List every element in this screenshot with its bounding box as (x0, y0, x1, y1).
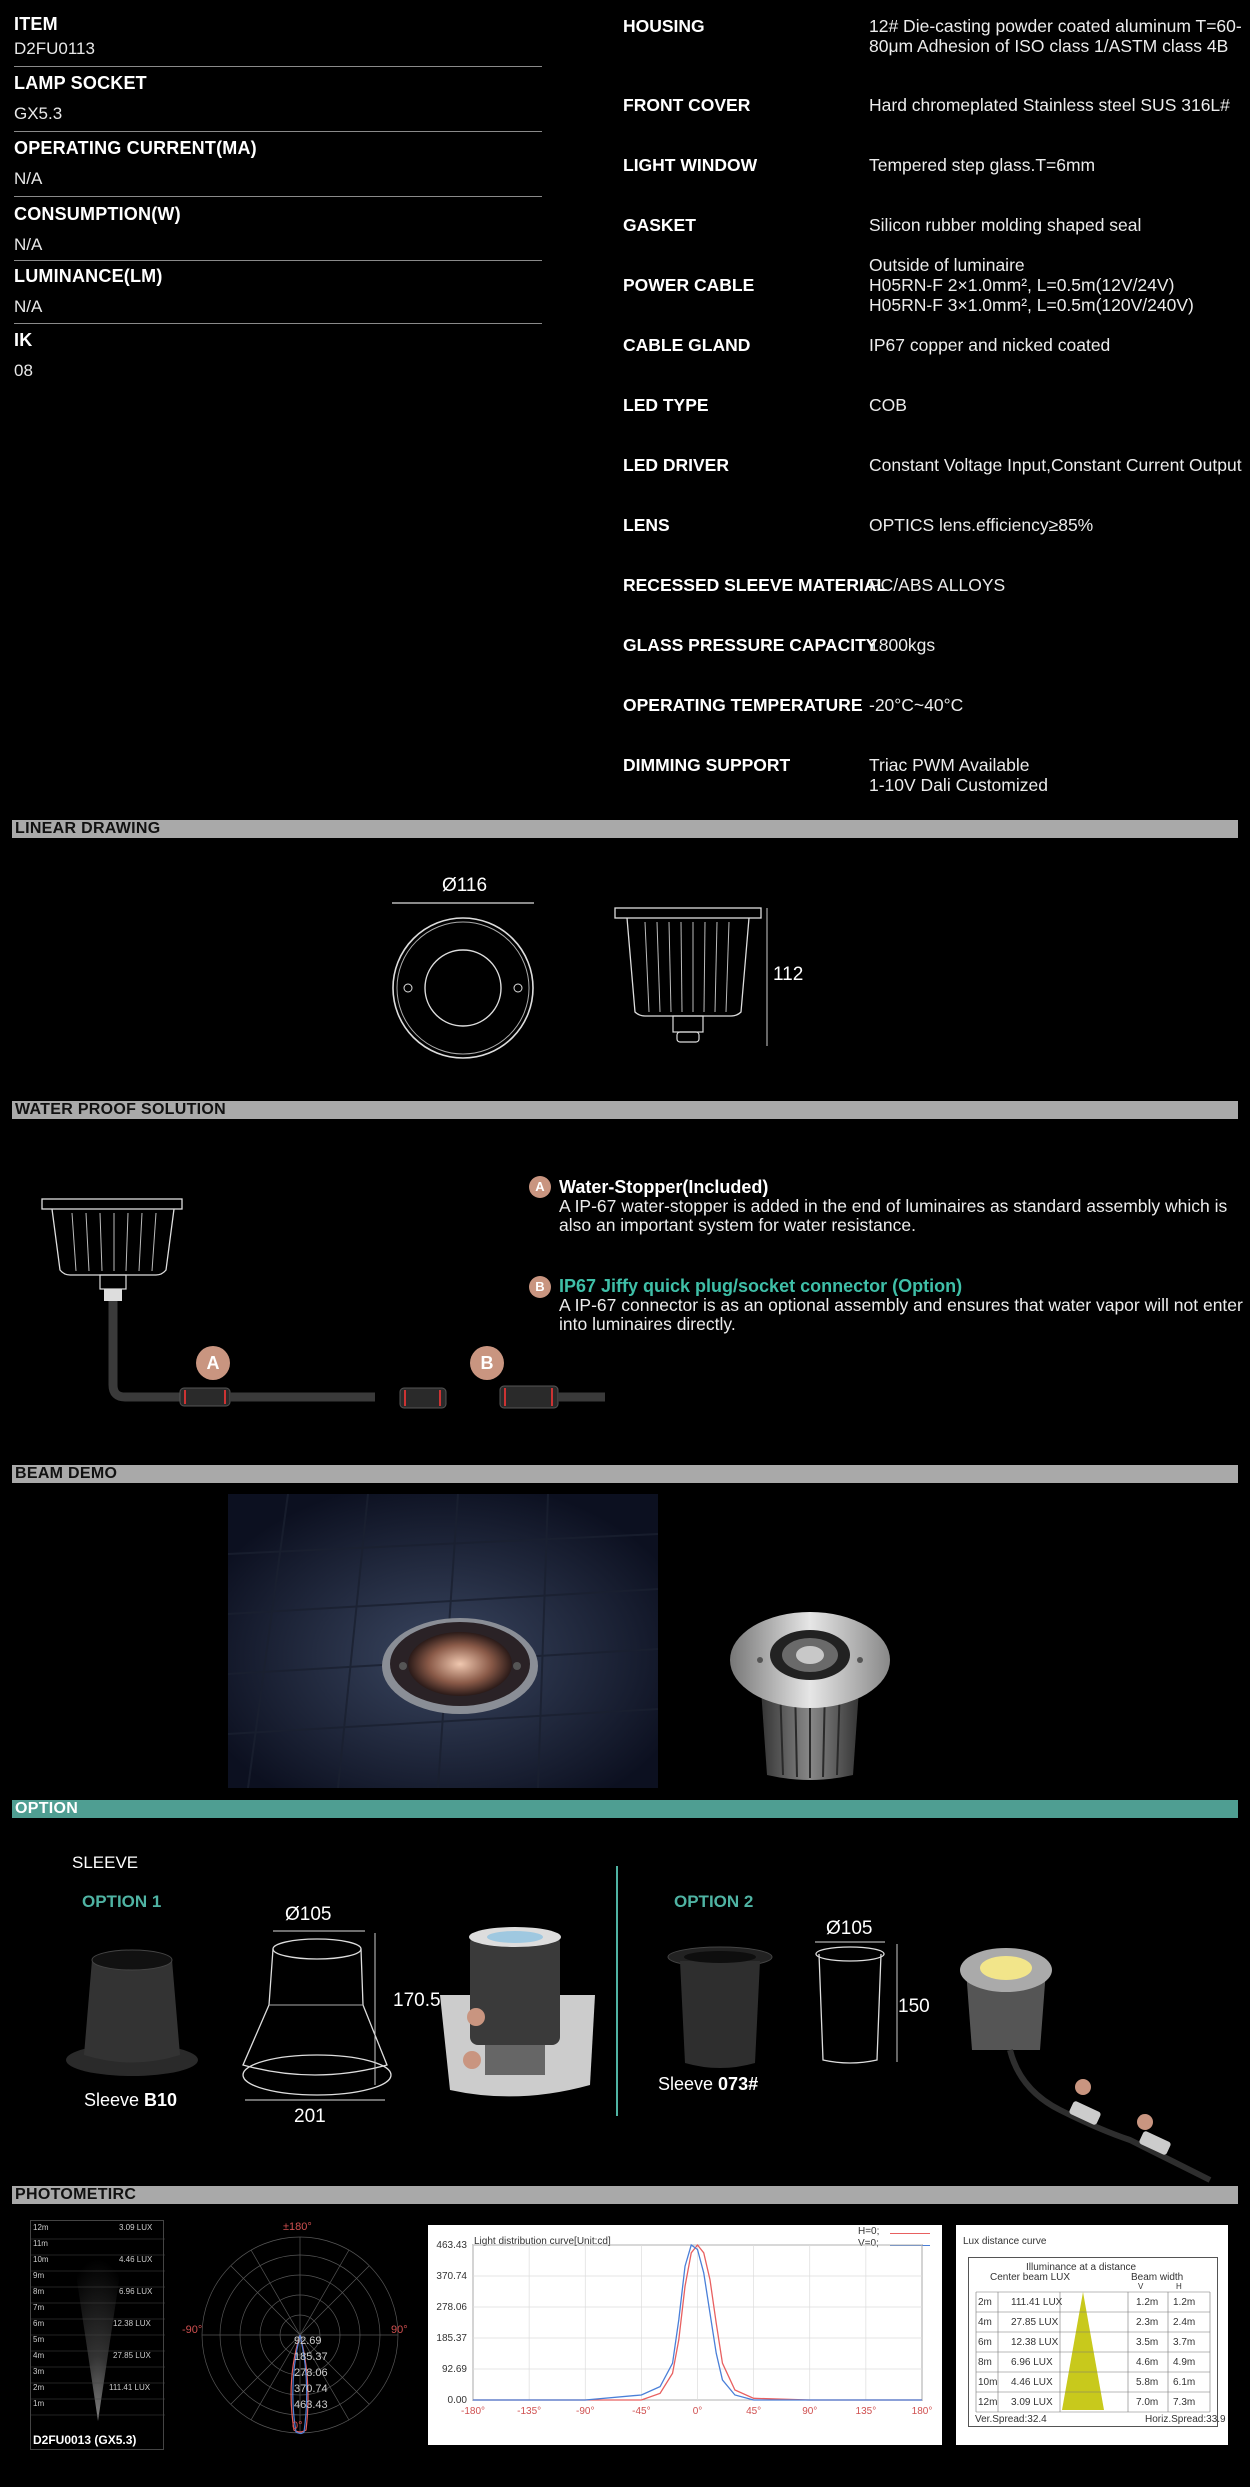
polar-value: 92.69 (294, 2335, 322, 2347)
lux-beam-v: 3.5m (1136, 2337, 1159, 2348)
spec-label-housing: HOUSING (623, 16, 705, 36)
polar-value: 370.74 (294, 2383, 328, 2395)
isolux-caption: D2FU0013 (GX5.3) (33, 2433, 137, 2447)
spec-value-lens: OPTICS lens.efficiency≥85% (869, 515, 1094, 535)
spec-operating-current (14, 138, 542, 189)
sleeve-code: 073# (718, 2074, 759, 2094)
spec-label-led-type: LED TYPE (623, 395, 709, 415)
spec-lamp-socket (14, 73, 542, 124)
lux-beam-h: 4.9m (1173, 2357, 1196, 2368)
dimming-line: 1-10V Dali Customized (869, 775, 1048, 795)
spec-value-cable-gland: IP67 copper and nicked coated (869, 335, 1111, 355)
iso-lux: 12.38 LUX (113, 2319, 151, 2328)
x-tick-label: -45° (632, 2406, 651, 2417)
lux-distance: 10m (978, 2377, 998, 2388)
lux-distance: 6m (978, 2337, 992, 2348)
iso-lux: 6.96 LUX (119, 2287, 153, 2296)
x-tick-label: 45° (746, 2406, 762, 2417)
x-tick-label: 135° (855, 2406, 877, 2417)
polar-value: 278.06 (294, 2367, 328, 2379)
spec-label: IK (14, 330, 33, 350)
iso-level: 4m (33, 2351, 45, 2360)
product-photo (725, 1605, 895, 1785)
opt2-diameter: Ø105 (826, 1918, 873, 1939)
lux-col-beam: Beam width (1131, 2272, 1184, 2283)
spec-label-lens: LENS (623, 515, 670, 535)
iso-lux: 111.41 LUX (109, 2383, 151, 2392)
polar-bottom-label: 0° (292, 2420, 303, 2432)
opt1-diameter: Ø105 (285, 1904, 332, 1925)
power-cable-line: H05RN-F 3×1.0mm², L=0.5m(120V/240V) (869, 295, 1194, 315)
power-cable-line: H05RN-F 2×1.0mm², L=0.5m(12V/24V) (869, 275, 1175, 295)
spec-value-operating-temp: -20°C~40°C (869, 695, 964, 715)
iso-level: 8m (33, 2287, 45, 2296)
lux-distance: 2m (978, 2297, 992, 2308)
badge-a: A (529, 1176, 551, 1198)
water-stopper-body: A IP-67 water-stopper is added in the end of luminaires as standard assembly which is also an important system for water resistance. (559, 1196, 1228, 1235)
lux-beam-v: 2.3m (1136, 2317, 1159, 2328)
lux-distance: 8m (978, 2357, 992, 2368)
iso-level: 3m (33, 2367, 45, 2376)
option-1-heading: OPTION 1 (82, 1892, 162, 1911)
spec-label-front-cover: FRONT COVER (623, 95, 751, 115)
opt1-height: 170.5 (393, 1990, 441, 2011)
lux-beam-h: 1.2m (1173, 2297, 1196, 2308)
polar-top-label: ±180° (283, 2221, 312, 2233)
lux-beam-triangle (968, 2290, 1218, 2414)
spec-item (14, 14, 542, 59)
section-title: OPTION (15, 1800, 79, 1817)
lux-beam-h: 7.3m (1173, 2397, 1196, 2408)
x-tick-label: -180° (460, 2406, 486, 2417)
spec-label-dimming: DIMMING SUPPORT (623, 755, 791, 775)
x-tick-label: -135° (517, 2406, 542, 2417)
power-cable-line: Outside of luminaire (869, 255, 1025, 275)
lux-center-value: 6.96 LUX (1011, 2357, 1053, 2368)
iso-level: 9m (33, 2271, 45, 2280)
spec-label-power-cable: POWER CABLE (623, 275, 755, 295)
spec-value-glass-pressure: 1800kgs (869, 635, 936, 655)
spec-label-operating-temp: OPERATING TEMPERATURE (623, 695, 863, 715)
spec-value-light-window: Tempered step glass.T=6mm (869, 155, 1096, 175)
iso-level: 6m (33, 2319, 45, 2328)
spec-value-front-cover: Hard chromeplated Stainless steel SUS 316L# (869, 95, 1230, 115)
spec-value: N/A (14, 235, 43, 254)
iso-level: 5m (33, 2335, 45, 2344)
option-2-heading: OPTION 2 (674, 1892, 754, 1911)
spec-value: GX5.3 (14, 104, 63, 123)
hor-spread: Horiz.Spread:33.9 (1145, 2414, 1226, 2425)
spec-value: D2FU0113 (14, 39, 95, 58)
iso-level: 1m (33, 2399, 45, 2408)
legend-h: H=0; (858, 2226, 880, 2237)
sleeve-073-label (658, 2074, 758, 2095)
lux-caption: Illuminance at a distance (1026, 2262, 1137, 2273)
lux-beam-v: 7.0m (1136, 2397, 1159, 2408)
lux-col-v: V (1138, 2282, 1144, 2291)
iso-level: 7m (33, 2303, 45, 2312)
dim-height: 112 (773, 964, 804, 985)
badge-a-large: A (196, 1346, 230, 1380)
curve-title: Light distribution curve[Unit:cd] (474, 2236, 611, 2247)
sleeve-prefix: Sleeve (84, 2090, 145, 2110)
badge-b-large: B (470, 1346, 504, 1380)
sleeve-code: B10 (144, 2090, 178, 2110)
sleeve-b10-drawing (235, 1925, 395, 2115)
dimming-line: Triac PWM Available (869, 755, 1030, 775)
legend-v: V=0; (858, 2238, 879, 2249)
y-tick-label: 370.74 (436, 2271, 467, 2282)
lux-beam-h: 6.1m (1173, 2377, 1196, 2388)
sleeve-prefix: Sleeve (658, 2074, 719, 2094)
light-distribution-chart (428, 2225, 942, 2445)
lux-center-value: 3.09 LUX (1011, 2397, 1053, 2408)
connector-body: A IP-67 connector is as an optional assembly and ensures that water vapor will not enter into luminaires directly. (559, 1295, 1243, 1334)
sleeve-b10-label (84, 2090, 177, 2111)
lux-center-value: 12.38 LUX (1011, 2337, 1059, 2348)
lux-center-value: 111.41 LUX (1011, 2297, 1063, 2308)
section-title: PHOTOMETIRC (15, 2186, 137, 2203)
iso-level: 10m (33, 2255, 49, 2264)
spec-luminance (14, 266, 542, 317)
spec-value-gasket: Silicon rubber molding shaped seal (869, 215, 1142, 235)
y-tick-label: 185.37 (436, 2333, 467, 2344)
section-title: LINEAR DRAWING (15, 820, 161, 837)
section-title: WATER PROOF SOLUTION (15, 1101, 227, 1118)
lux-beam-v: 4.6m (1136, 2357, 1159, 2368)
option-divider (616, 1866, 618, 2116)
badge-b: B (529, 1276, 551, 1298)
section-bar-waterproof (12, 1101, 1238, 1119)
spec-label-sleeve-material: RECESSED SLEEVE MATERIAL (623, 575, 888, 595)
opt2-height: 150 (898, 1996, 930, 2017)
lux-center-value: 27.85 LUX (1011, 2317, 1059, 2328)
ver-spread: Ver.Spread:32.4 (975, 2414, 1047, 2425)
spec-value-sleeve-material: PC/ABS ALLOYS (869, 575, 1006, 595)
lux-col-center: Center beam LUX (990, 2272, 1071, 2283)
lux-beam-v: 1.2m (1136, 2297, 1159, 2308)
lux-col-h: H (1176, 2282, 1182, 2291)
iso-level: 2m (33, 2383, 45, 2392)
spec-consumption (14, 204, 542, 255)
spec-label: ITEM (14, 14, 58, 34)
x-tick-label: -90° (576, 2406, 595, 2417)
spec-value: N/A (14, 297, 43, 316)
option-1-assembly-image (430, 1925, 605, 2105)
linear-drawing-side-view (605, 900, 785, 1060)
lux-beam-v: 5.8m (1136, 2377, 1159, 2388)
divider (14, 323, 542, 324)
spec-label-cable-gland: CABLE GLAND (623, 335, 751, 355)
y-tick-label: 278.06 (436, 2302, 467, 2313)
x-tick-label: 0° (692, 2406, 703, 2417)
lux-beam-h: 3.7m (1173, 2337, 1196, 2348)
divider (14, 66, 542, 67)
linear-drawing-top-view (380, 895, 560, 1075)
spec-label-led-driver: LED DRIVER (623, 455, 729, 475)
divider (14, 196, 542, 197)
spec-value: 08 (14, 361, 33, 380)
section-bar-option (12, 1800, 1238, 1818)
lux-center-value: 4.46 LUX (1011, 2377, 1053, 2388)
polar-right-label: 90° (391, 2324, 408, 2336)
polar-value: 463.43 (294, 2399, 328, 2411)
y-tick-label: 0.00 (447, 2395, 467, 2406)
spec-label: CONSUMPTION(W) (14, 204, 181, 224)
spec-label-gasket: GASKET (623, 215, 696, 235)
spec-label: LAMP SOCKET (14, 73, 147, 93)
connector-title: IP67 Jiffy quick plug/socket connector (Option) (559, 1276, 963, 1296)
spec-label: LUMINANCE(LM) (14, 266, 163, 286)
section-bar-beam (12, 1465, 1238, 1483)
beam-demo-photo (228, 1494, 658, 1788)
y-tick-label: 92.69 (441, 2364, 467, 2375)
divider (14, 131, 542, 132)
divider (14, 260, 542, 261)
water-stopper-title: Water-Stopper(Included) (559, 1177, 769, 1197)
y-tick-label: 463.43 (436, 2240, 467, 2251)
option-2-assembly-image (950, 1940, 1220, 2190)
spec-value-led-driver: Constant Voltage Input,Constant Current Output (869, 455, 1242, 475)
spec-value-housing: 12# Die-casting powder coated aluminum T=60-80μm Adhesion of ISO class 1/ASTM class 4B (869, 16, 1242, 56)
iso-lux: 3.09 LUX (119, 2223, 153, 2232)
polar-value: 185.37 (294, 2351, 328, 2363)
x-tick-label: 90° (802, 2406, 818, 2417)
spec-value-led-type: COB (869, 395, 907, 415)
iso-lux: 27.85 LUX (113, 2351, 151, 2360)
lux-distance: 4m (978, 2317, 992, 2328)
spec-ik (14, 330, 542, 381)
isolux-diagram (30, 2220, 164, 2450)
iso-level: 11m (33, 2239, 48, 2248)
section-bar-linear (12, 820, 1238, 838)
section-title: BEAM DEMO (15, 1465, 118, 1482)
spec-value: N/A (14, 169, 43, 188)
lux-distance: 12m (978, 2397, 998, 2408)
x-tick-label: 180° (911, 2406, 933, 2417)
waterproof-illustration (30, 1185, 620, 1425)
section-bar-photometric (12, 2186, 1238, 2204)
spec-label: OPERATING CURRENT(MA) (14, 138, 257, 158)
iso-lux: 4.46 LUX (119, 2255, 153, 2264)
polar-left-label: -90° (182, 2324, 203, 2336)
lux-title: Lux distance curve (963, 2236, 1047, 2247)
opt1-width: 201 (294, 2106, 326, 2127)
sleeve-b10-image (62, 1935, 202, 2085)
spec-label-glass-pressure: GLASS PRESSURE CAPACITY (623, 635, 878, 655)
spec-value-dimming (869, 755, 1247, 795)
iso-level: 12m (33, 2223, 49, 2232)
spec-value-power-cable (869, 255, 1247, 315)
lux-beam-h: 2.4m (1173, 2317, 1196, 2328)
dim-diameter: Ø116 (442, 875, 488, 896)
spec-label-light-window: LIGHT WINDOW (623, 155, 758, 175)
sleeve-heading: SLEEVE (72, 1853, 139, 1872)
sleeve-073-image (665, 1945, 775, 2075)
